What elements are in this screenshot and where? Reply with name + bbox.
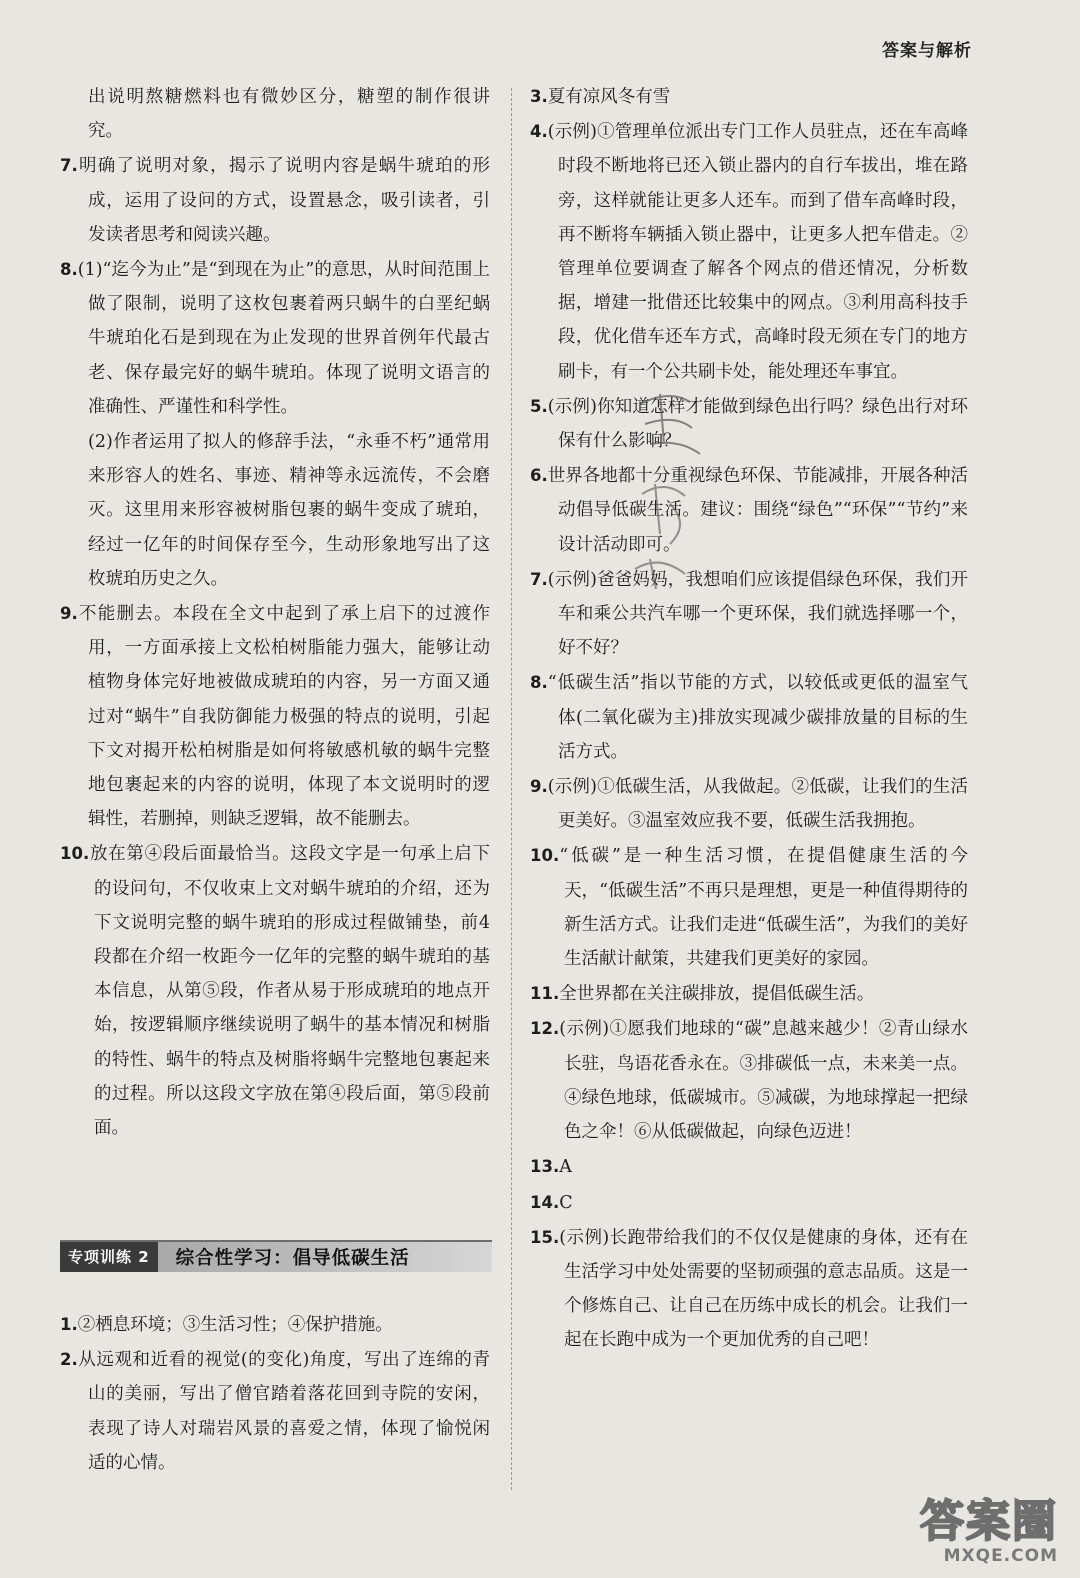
answer-item	[530, 770, 968, 838]
answer-text: 不能删去。本段在全文中起到了承上启下的过渡作用，一方面承接上文松柏树脂能力强大，能够让动植物身体完好地被做成琥珀的内容，另一方面又通过对“蜗牛”自我防御能力极强的特点的说明，引起下文对揭开松柏树脂是如何将敏感机敏的蜗牛完整地包裹起来的内容的说明，体现了本文说明时的逻辑性，若删掉，则缺乏逻辑，故不能删去。	[77, 604, 490, 830]
answer-text: (示例)①愿我们地球的“碳”息越来越少！②青山绿水长驻，鸟语花香永在。③排碳低一点，未来美一点。④绿色地球，低碳城市。⑤减碳，为地球撑起一把绿色之伞！⑥从低碳做起，向绿色迈进！	[559, 1019, 968, 1143]
answer-item	[60, 837, 490, 1145]
answer-number: 3.	[530, 87, 548, 106]
answer-item	[60, 80, 490, 148]
answer-number: 10.	[60, 844, 90, 864]
answer-number: 15.	[530, 1227, 560, 1247]
answer-item	[60, 253, 490, 424]
answer-item	[530, 1012, 968, 1149]
answer-item	[60, 1308, 490, 1342]
answer-number: 9.	[60, 604, 78, 624]
answer-item	[530, 977, 968, 1011]
answer-number: 4.	[530, 122, 548, 142]
answer-item	[530, 459, 968, 562]
answer-text: A	[559, 1157, 572, 1178]
left-column-section2	[60, 1308, 490, 1480]
section-banner	[60, 1240, 492, 1272]
answer-item	[530, 563, 968, 666]
answer-text: (示例)长跑带给我们的不仅仅是健康的身体，还有在生活学习中处处需要的坚韧顽强的意志品质。这是一个修炼自己、让自己在历练中成长的机会。让我们一起在长跑中成为一个更加优秀的自己吧！	[559, 1227, 968, 1351]
right-column	[530, 80, 968, 1358]
answer-item	[530, 390, 968, 458]
answer-number: 7.	[60, 156, 78, 176]
answer-number: 13.	[530, 1157, 560, 1177]
section-title: 综合性学习：倡导低碳生活	[175, 1248, 410, 1269]
section-label: 专项训练 2	[60, 1242, 158, 1272]
answer-text: ②栖息环境；③生活习性；④保护措施。	[77, 1315, 393, 1335]
answer-item	[60, 425, 490, 596]
answer-item	[530, 839, 968, 976]
answer-item	[60, 1343, 490, 1480]
answer-item	[530, 1150, 968, 1184]
answer-number: 2.	[60, 1350, 78, 1370]
handwritten-scribble	[630, 384, 740, 594]
answer-item	[60, 597, 490, 836]
answer-text: “低碳生活”指以节能的方式，以较低或更低的温室气体(二氧化碳为主)排放实现减少碳排放量的目标的生活方式。	[547, 673, 968, 762]
answer-text: 明确了说明对象，揭示了说明内容是蜗牛琥珀的形成，运用了设问的方式，设置悬念，吸引读者，引发读者思考和阅读兴趣。	[77, 156, 490, 245]
answer-item	[530, 666, 968, 769]
answer-number: 9.	[530, 777, 548, 797]
answer-number: 5.	[530, 396, 548, 416]
answer-number: 14.	[530, 1192, 560, 1212]
answer-text: C	[559, 1192, 573, 1213]
answer-number: 8.	[530, 673, 548, 693]
answer-text: 出说明熬糖燃料也有微妙区分，糖塑的制作很讲究。	[88, 87, 490, 142]
answer-number: 8.	[60, 260, 78, 280]
answer-number: 1.	[60, 1315, 78, 1334]
answer-item	[530, 1221, 968, 1358]
answer-text: (示例)爸爸妈妈，我想咱们应该提倡绿色环保，我们开车和乘公共汽车哪一个更环保，我们就选择哪一个，好不好？	[547, 569, 968, 659]
answer-text: (示例)①低碳生活，从我做起。②低碳，让我们的生活更美好。③温室效应我不要，低碳生活我拥抱。	[547, 777, 968, 832]
answer-text: (示例)你知道怎样才能做到绿色出行吗？绿色出行对环保有什么影响？	[547, 396, 968, 452]
answer-item	[530, 1186, 968, 1220]
answer-text: 全世界都在关注碳排放，提倡低碳生活。	[559, 984, 875, 1005]
answer-item	[530, 115, 968, 389]
answer-text: “低碳”是一种生活习惯，在提倡健康生活的今天，“低碳生活”不再只是理想，更是一种值得期待的新生活方式。让我们走进“低碳生活”，为我们的美好生活献计献策，共建我们更美好的家园。	[559, 846, 968, 970]
answer-number: 12.	[530, 1019, 560, 1039]
answer-text: 世界各地都十分重视绿色环保、节能减排，开展各种活动倡导低碳生活。建议：围绕“绿色”“环保”“节约”来设计活动即可。	[547, 466, 968, 555]
watermark-logo: 答案圈	[920, 1496, 1058, 1547]
answer-text: (示例)①管理单位派出专门工作人员驻点，还在车高峰时段不断地将已还入锁止器内的自行车拔出，堆在路旁，这样就能让更多人还车。而到了借车高峰时段，再不断将车辆插入锁止器中，让更多人把车借走。②管理单位要调查了解各个网点的借还情况，分析数据，增建一批借还比较集中的网点。③利用高科技手段，优化借车还车方式，高峰时段无须在专门的地方刷卡，有一个公共刷卡处，能处理还车事宜。	[547, 122, 968, 382]
watermark-url: MXQE.COM	[943, 1546, 1058, 1566]
answer-text: (1)“迄今为止”是“到现在为止”的意思，从时间范围上做了限制，说明了这枚包裹着两只蜗牛的白垩纪蜗牛琥珀化石是到现在为止发现的世界首例年代最古老、保存最完好的蜗牛琥珀。体现了说明文语言的准确性、严谨性和科学性。	[77, 260, 490, 417]
answer-number: 11.	[530, 984, 560, 1004]
answer-text: (2)作者运用了拟人的修辞手法，“永垂不朽”通常用来形容人的姓名、事迹、精神等永远流传，不会磨灭。这里用来形容被树脂包裹的蜗牛变成了琥珀，经过一亿年的时间保存至今，生动形象地写出了这枚琥珀历史之久。	[88, 432, 490, 589]
left-column	[60, 80, 490, 1145]
site-watermark	[858, 1498, 1058, 1568]
answer-item	[60, 149, 490, 252]
answer-item	[530, 80, 968, 114]
page-header-title: 答案与解析	[882, 41, 972, 61]
column-divider	[511, 88, 512, 1490]
answer-number: 6.	[530, 466, 548, 486]
answer-text: 夏有凉风冬有雪	[547, 87, 671, 107]
answer-number: 10.	[530, 846, 560, 866]
answer-number: 7.	[530, 569, 548, 589]
answer-text: 从远观和近看的视觉(的变化)角度，写出了连绵的青山的美丽，写出了僧官踏着落花回到寺院的安闲，表现了诗人对瑞岩风景的喜爱之情，体现了愉悦闲适的心情。	[77, 1350, 490, 1473]
answer-text: 放在第④段后面最恰当。这段文字是一句承上启下的设问句，不仅收束上文对蜗牛琥珀的介绍，还为下文说明完整的蜗牛琥珀的形成过程做铺垫，前4段都在介绍一枚距今一亿年的完整的蜗牛琥珀的基本信息，从第⑤段，作者从易于形成琥珀的地点开始，按逻辑顺序继续说明了蜗牛的基本情况和树脂的特性、蜗牛的特点及树脂将蜗牛完整地包裹起来的过程。所以这段文字放在第④段后面，第⑤段前面。	[89, 844, 490, 1139]
